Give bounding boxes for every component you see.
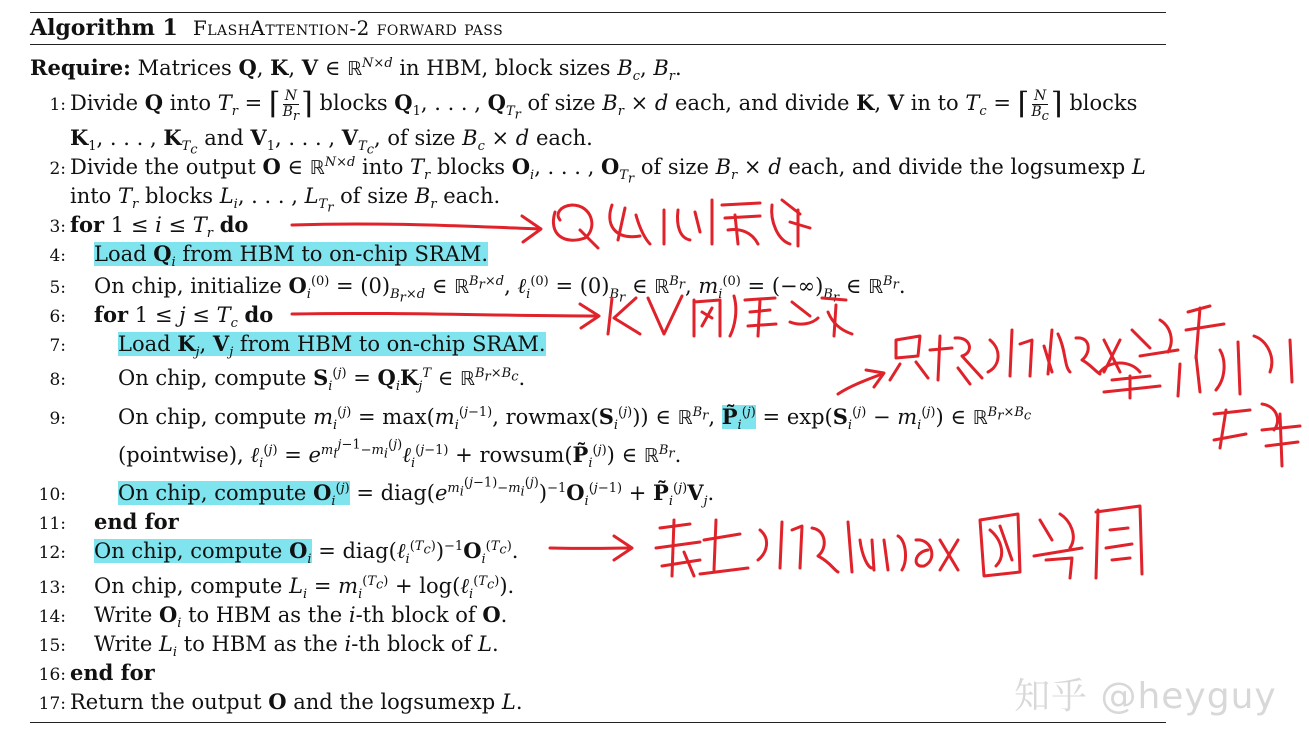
require-text: Matrices	[137, 56, 232, 80]
line-number: 14:	[38, 607, 66, 627]
require-text-2: in HBM, block sizes	[399, 56, 611, 80]
arrow-line-3	[292, 216, 541, 242]
require-line: Require: Matrices Q, K, V ∈ ℝ$^{N\times d}$ in HBM, block sizes $B_c$, $B_r$.	[30, 55, 682, 85]
line-number: 5:	[49, 278, 66, 298]
line-number: 6:	[49, 307, 66, 327]
line-number: 17:	[38, 694, 66, 714]
annotation-1-scribble	[553, 200, 810, 248]
line-number: 13:	[38, 578, 66, 598]
line-number: 7:	[49, 336, 66, 356]
line-number: 2:	[49, 159, 66, 179]
annotation-3-scribble	[890, 306, 1300, 466]
line-number: 3:	[49, 217, 66, 237]
arrow-line-6	[292, 304, 599, 328]
algorithm-title: FlashAttention-2 forward pass	[192, 16, 504, 40]
line-number: 11:	[38, 514, 66, 534]
algorithm-label: Algorithm 1	[30, 15, 178, 41]
line-number: 4:	[49, 246, 66, 266]
line-number: 1:	[49, 95, 66, 115]
line-number: 12:	[38, 543, 66, 563]
annotation-4-scribble	[656, 506, 1142, 578]
arrow-line-12	[550, 536, 632, 560]
highlight-compute-o: On chip, compute $O_i^{(j)}$	[118, 480, 350, 510]
highlight-load-kv: Load $K_j$, $V_j$ from HBM to on-chip SRAM.	[118, 331, 546, 361]
highlight-p-tilde: $P̃_i^{(j)}$	[721, 404, 756, 434]
highlight-final-o: On chip, compute $O_i$	[94, 538, 312, 568]
line-number: 8:	[49, 370, 66, 390]
require-label: Require:	[30, 55, 131, 80]
annotation-2-scribble	[608, 296, 852, 336]
line-number: 16:	[38, 665, 66, 685]
arrow-line-9	[838, 370, 884, 394]
line-number: 15:	[38, 636, 66, 656]
line-number: 9:	[49, 409, 66, 429]
watermark: 知乎 @heyguy	[1014, 676, 1277, 717]
line-number: 10:	[38, 485, 66, 505]
highlight-load-q: Load $Q_i$ from HBM to on-chip SRAM.	[94, 241, 489, 271]
